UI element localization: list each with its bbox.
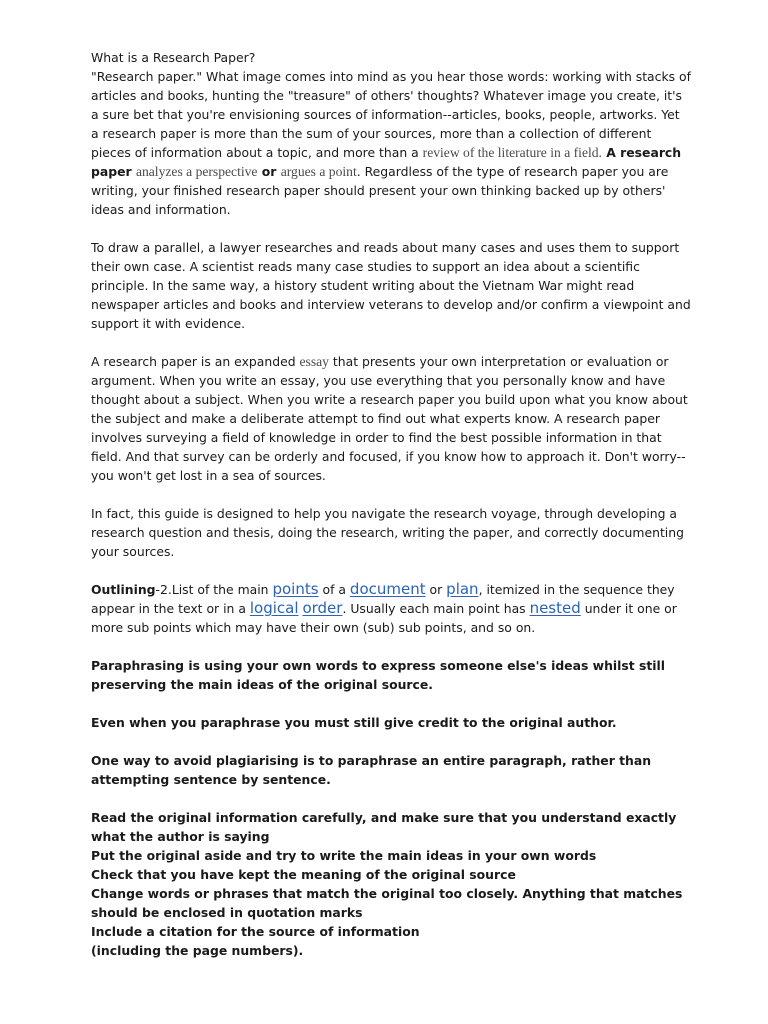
intro-text-3: or <box>257 164 281 179</box>
outlining-text-7: under it one or more sub points which may have their own (sub) sub points, and so on. <box>91 601 677 635</box>
step-item: Include a citation for the source of information <box>91 924 420 939</box>
outlining-text-6: . Usually each main point has <box>342 601 530 616</box>
intro-text-1: "Research paper." What image comes into mind as you hear those words: working with stacks of articles and books, hunting the "treasure" of others' thoughts? Whatever image you create, it's a sure bet that you're envisioning sources of information--articles, books, people, artworks. Yet a research paper is more than the sum of your sources, more than a collection of different pieces of information about a topic, and more than a <box>91 69 691 160</box>
guide-paragraph: In fact, this guide is designed to help you navigate the research voyage, through developing a research question and thesis, doing the research, writing the paper, and correctly documenting your sources. <box>91 506 684 559</box>
paraphrase-steps <box>91 808 691 960</box>
link-essay[interactable]: essay <box>299 354 329 369</box>
expanded-essay-paragraph <box>91 352 691 485</box>
step-item: Change words or phrases that match the original too closely. Anything that matches should be enclosed in quotation marks <box>91 886 683 920</box>
intro-text-2: A research paper <box>91 145 682 179</box>
outlining-text-1: -2.List of the main <box>155 582 273 597</box>
link-analyzes-perspective[interactable]: analyzes a perspective <box>135 164 258 179</box>
avoid-plagiarism-note: One way to avoid plagiarising is to paraphrase an entire paragraph, rather than attempting sentence by sentence. <box>91 753 652 787</box>
link-argues-point[interactable]: argues a point <box>280 164 357 179</box>
outlining-label: Outlining <box>91 582 156 597</box>
outlining-text-4: , itemized in the sequence they appear in the text or in a <box>91 582 675 616</box>
outlining-text-2: of a <box>318 582 350 597</box>
link-points[interactable]: points <box>272 580 319 598</box>
step-item: Check that you have kept the meaning of the original source <box>91 867 516 882</box>
paraphrasing-definition: Paraphrasing is using your own words to express someone else's ideas whilst still preserving the main ideas of the original source. <box>91 658 666 692</box>
step-item: Put the original aside and try to write the main ideas in your own words <box>91 848 597 863</box>
link-logical[interactable]: logical <box>249 599 299 617</box>
credit-note: Even when you paraphrase you must still give credit to the original author. <box>91 715 617 730</box>
intro-text-4: . Regardless of the type of research paper you are writing, your finished research paper should present your own thinking backed up by others' ideas and information. <box>91 164 669 217</box>
outlining-text-3: or <box>425 582 447 597</box>
document-body <box>91 48 691 960</box>
link-document[interactable]: document <box>349 580 426 598</box>
link-nested[interactable]: nested <box>529 599 581 617</box>
parallel-paragraph: To draw a parallel, a lawyer researches and reads about many cases and uses them to support their own case. A scientist reads many case studies to support an idea about a scientific principle. In the same way, a history student writing about the Vietnam War might read newspaper articles and books and interview veterans to develop and/or confirm a viewpoint and support it with evidence. <box>91 240 691 331</box>
essay-text-1: A research paper is an expanded <box>91 354 300 369</box>
link-order[interactable]: order <box>302 599 343 617</box>
page-title: What is a Research Paper? <box>91 50 256 65</box>
step-item: Read the original information carefully, and make sure that you understand exactly what the author is saying <box>91 810 677 844</box>
link-review-literature[interactable]: review of the literature in a field. <box>422 145 602 160</box>
essay-text-2: that presents your own interpretation or evaluation or argument. When you write an essay, you use everything that you personally know and have thought about a subject. When you write a research paper you build upon what you know about the subject and make a deliberate attempt to find out what experts know. A research paper involves surveying a field of knowledge in order to find the best possible information in that field. And that survey can be orderly and focused, if you know how to approach it. Don't worry--you won't get lost in a sea of sources. <box>91 354 688 483</box>
outlining-paragraph <box>91 580 691 637</box>
step-item: (including the page numbers). <box>91 943 304 958</box>
intro-paragraph <box>91 48 691 219</box>
link-plan[interactable]: plan <box>446 580 479 598</box>
